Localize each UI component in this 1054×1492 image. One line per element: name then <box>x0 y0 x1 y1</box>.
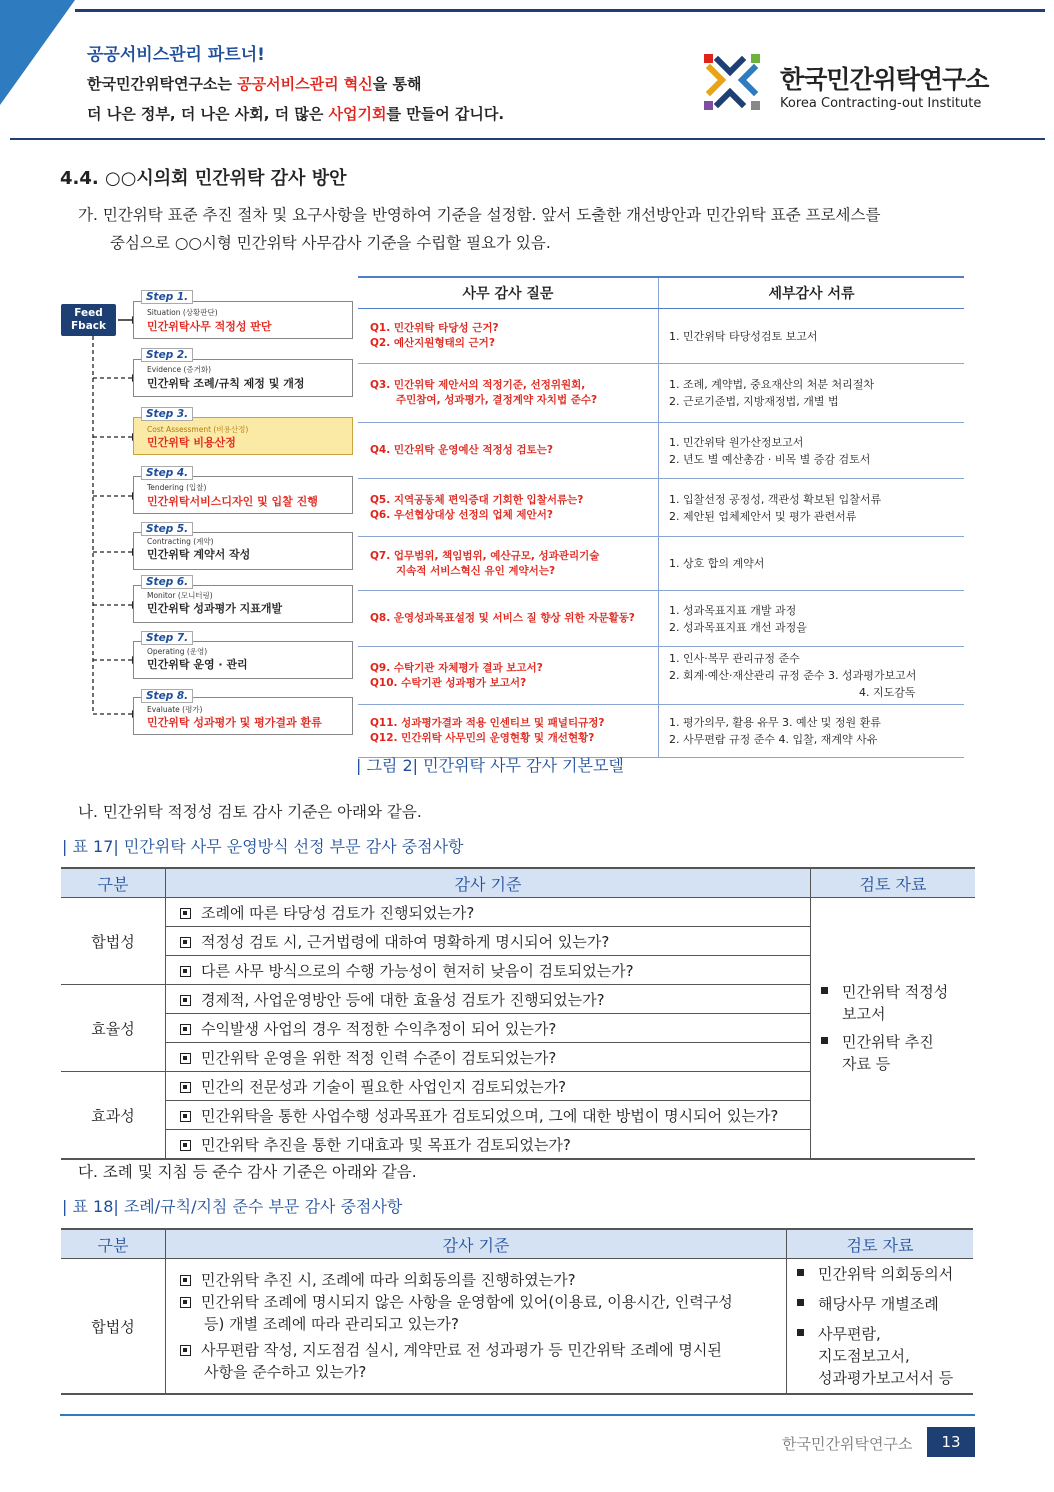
docs-cell: 1. 입찰선정 공정성, 객관성 확보된 입찰서류 2. 제안된 업체제안서 및 평가 관련서류 <box>659 479 965 537</box>
question-cell: Q4. 민간위탁 운영예산 적정성 검토는? <box>358 423 659 479</box>
logo-korean-name: 한국민간위탁연구소 <box>780 65 989 94</box>
footer-rule <box>60 1414 975 1416</box>
step-tag-1: Step 1. <box>141 290 193 304</box>
question-cell: Q1. 민간위탁 타당성 근거? Q2. 예산지원형태의 근거? <box>358 309 659 364</box>
step-en-8: Evaluate (평가) <box>147 705 203 714</box>
bullet-icon <box>821 987 828 994</box>
step-en-4: Tendering (입찰) <box>147 483 207 492</box>
institute-logo-icon <box>696 46 768 118</box>
header-tagline: 공공서비스관리 파트너! <box>87 45 265 65</box>
question-cell: Q7. 업무범위, 책임범위, 예산규모, 성과관리기술 지속적 서비스혁신 유인 계약서는? <box>358 537 659 591</box>
criteria-cell: 민간위탁 추진을 통한 기대효과 및 목표가 검토되었는가? <box>166 1130 811 1160</box>
step-en-2: Evidence (증거화) <box>147 365 212 374</box>
para-da: 다. 조례 및 지침 등 준수 감사 기준은 아래와 같음. <box>78 1163 417 1181</box>
step-en-6: Monitor (모니터링) <box>147 591 213 600</box>
step-kr-7: 민간위탁 운영 · 관리 <box>147 658 248 671</box>
checkbox-icon <box>180 1297 191 1308</box>
col-header-question: 사무 감사 질문 <box>358 277 659 309</box>
bullet-icon <box>797 1329 804 1336</box>
footer-org-name: 한국민간위탁연구소 <box>782 1435 913 1453</box>
col-header-criteria: 감사 기준 <box>166 868 811 898</box>
checkbox-icon <box>180 1111 191 1122</box>
step-tag-4: Step 4. <box>141 466 193 480</box>
docs-cell: 1. 민간위탁 타당성검토 보고서 <box>659 309 965 364</box>
header-line-3: 더 나은 정부, 더 나은 사회, 더 많은 사업기회를 만들어 갑니다. <box>87 105 505 123</box>
step-tag-6: Step 6. <box>141 575 193 589</box>
criteria-cell: 수익발생 사업의 경우 적정한 수익추정이 되어 있는가? <box>166 1014 811 1043</box>
checkbox-icon <box>180 1024 191 1035</box>
step-tag-5: Step 5. <box>141 522 193 536</box>
audit-question-table <box>358 276 964 758</box>
question-cell: Q9. 수탁기관 자체평가 결과 보고서? Q10. 수탁기관 성과평가 보고서? <box>358 647 659 705</box>
table-17-caption: | 표 17| 민간위탁 사무 운영방식 선정 부문 감사 중점사항 <box>62 837 464 856</box>
step-kr-8: 민간위탁 성과평가 및 평가결과 환류 <box>147 716 322 729</box>
header-bottom-rule <box>10 138 1045 140</box>
docs-cell: 1. 조례, 계약법, 중요재산의 처분 처리절차 2. 근로기준법, 지방재정법, 개별 법 <box>659 364 965 423</box>
step-kr-3: 민간위탁 비용산정 <box>147 436 236 449</box>
col-header-materials: 검토 자료 <box>787 1229 974 1259</box>
col-header-category: 구분 <box>61 868 166 898</box>
criteria-cell: 민간위탁을 통한 사업수행 성과목표가 검토되었으며, 그에 대한 방법이 명시되어 있는가? <box>166 1101 811 1130</box>
docs-cell: 1. 인사·복무 관리규정 준수 2. 회계·예산·재산관리 규정 준수 3. 성과평가보고서 4. 지도감독 <box>659 647 965 705</box>
question-cell: Q5. 지역공동체 편익증대 기회한 입찰서류는? Q6. 우선협상대상 선정의 업체 제안서? <box>358 479 659 537</box>
checkbox-icon <box>180 908 191 919</box>
step-en-3: Cost Assessment (비용산정) <box>147 425 249 434</box>
step-kr-4: 민간위탁서비스디자인 및 입찰 진행 <box>147 495 318 508</box>
checkbox-icon <box>180 995 191 1006</box>
criteria-cell: 민간위탁 운영을 위한 적정 인력 수준이 검토되었는가? <box>166 1043 811 1072</box>
checkbox-icon <box>180 1345 191 1356</box>
para-ga-line-1: 가. 민간위탁 표준 추진 절차 및 요구사항을 반영하여 기준을 설정함. 앞서 도출한 개선방안과 민간위탁 표준 프로세스를 <box>78 206 881 224</box>
docs-cell: 1. 민간위탁 원가산정보고서 2. 년도 별 예산총감 · 비목 별 증감 검토서 <box>659 423 965 479</box>
checkbox-icon <box>180 1275 191 1286</box>
criteria-cell: 민간의 전문성과 기술이 필요한 사업인지 검토되었는가? <box>166 1072 811 1101</box>
bullet-icon <box>797 1269 804 1276</box>
criteria-cell: 민간위탁 추진 시, 조례에 따라 의회동의를 진행하였는가? 민간위탁 조례에 명시되지 않은 사항을 운영함에 있어(이용료, 이용시간, 인력구성 등) 개별 조례에 따라 관리되고 있는가? 사무편람 작성, 지도점검 실시, 계약만료 전 성과평가 등 민간위탁 조례에 명시된 사항을 준수하고 있는가? <box>166 1259 787 1395</box>
table-18-caption: | 표 18| 조례/규칙/지침 준수 부문 감사 중점사항 <box>62 1197 403 1216</box>
feedback-box: Feed Fback <box>61 304 116 336</box>
step-tag-2: Step 2. <box>141 348 193 362</box>
step-kr-1: 민간위탁사무 적정성 판단 <box>147 320 272 333</box>
bullet-icon <box>797 1299 804 1306</box>
step-tag-3: Step 3. <box>141 407 193 421</box>
table-18 <box>61 1228 973 1395</box>
materials-cell: 민간위탁 의회동의서 해당사무 개별조례 사무편람, 지도점보고서, 성과평가보고서서 등 <box>787 1259 974 1395</box>
category-cell: 합법성 <box>61 898 166 985</box>
step-tag-8: Step 8. <box>141 689 193 703</box>
checkbox-icon <box>180 1082 191 1093</box>
criteria-cell: 경제적, 사업운영방안 등에 대한 효율성 검토가 진행되었는가? <box>166 985 811 1014</box>
col-header-materials: 검토 자료 <box>811 868 976 898</box>
question-cell: Q11. 성과평가결과 적용 인센티브 및 패널티규정? Q12. 민간위탁 사무민의 운영현황 및 개선현황? <box>358 705 659 758</box>
header-top-rule <box>75 9 1045 12</box>
question-cell: Q3. 민간위탁 제안서의 적정기준, 선정위원회, 주민참여, 성과평가, 결정계약 자치법 준수? <box>358 364 659 423</box>
checkbox-icon <box>180 1053 191 1064</box>
bullet-icon <box>821 1037 828 1044</box>
step-kr-2: 민간위탁 조례/규칙 제정 및 개정 <box>147 377 305 390</box>
para-ga-line-2: 중심으로 ○○시형 민간위탁 사무감사 기준을 수립할 필요가 있음. <box>110 234 551 252</box>
step-en-1: Situation (상황판단) <box>147 308 218 317</box>
step-en-5: Contracting (계약) <box>147 537 214 546</box>
col-header-criteria: 감사 기준 <box>166 1229 787 1259</box>
table-17 <box>61 867 975 1160</box>
category-cell: 합법성 <box>61 1259 166 1395</box>
para-na: 나. 민간위탁 적정성 검토 감사 기준은 아래와 같음. <box>78 803 422 821</box>
docs-cell: 1. 상호 합의 계약서 <box>659 537 965 591</box>
header-line-2: 한국민간위탁연구소는 공공서비스관리 혁신을 통해 <box>87 75 422 93</box>
col-header-docs: 세부감사 서류 <box>659 277 965 309</box>
criteria-cell: 조례에 따른 타당성 검토가 진행되었는가? <box>166 898 811 927</box>
figure-caption: | 그림 2| 민간위탁 사무 감사 기본모델 <box>356 756 624 775</box>
feedback-connector <box>88 300 138 730</box>
section-title: 4.4. ○○시의회 민간위탁 감사 방안 <box>60 168 347 189</box>
docs-cell: 1. 성과목표지표 개발 과정 2. 성과목표지표 개선 과정을 <box>659 591 965 647</box>
col-header-category: 구분 <box>61 1229 166 1259</box>
corner-accent <box>0 0 75 105</box>
materials-cell: 민간위탁 적정성 보고서 민간위탁 추진 자료 등 <box>811 898 976 1160</box>
checkbox-icon <box>180 937 191 948</box>
question-cell: Q8. 운영성과목표설정 및 서비스 질 향상 위한 자문활동? <box>358 591 659 647</box>
criteria-cell: 다른 사무 방식으로의 수행 가능성이 현저히 낮음이 검토되었는가? <box>166 956 811 985</box>
step-en-7: Operating (운영) <box>147 647 208 656</box>
step-kr-5: 민간위탁 계약서 작성 <box>147 548 251 561</box>
docs-cell: 1. 평가의무, 활용 유무 3. 예산 및 정원 환류 2. 사무편람 규정 준수 4. 입찰, 재계약 사유 <box>659 705 965 758</box>
page-number: 13 <box>927 1427 975 1457</box>
checkbox-icon <box>180 1140 191 1151</box>
category-cell: 효과성 <box>61 1072 166 1160</box>
step-tag-7: Step 7. <box>141 631 193 645</box>
criteria-cell: 적정성 검토 시, 근거법령에 대하여 명확하게 명시되어 있는가? <box>166 927 811 956</box>
checkbox-icon <box>180 966 191 977</box>
step-kr-6: 민간위탁 성과평가 지표개발 <box>147 602 283 615</box>
category-cell: 효율성 <box>61 985 166 1072</box>
logo-english-name: Korea Contracting-out Institute <box>780 96 982 111</box>
